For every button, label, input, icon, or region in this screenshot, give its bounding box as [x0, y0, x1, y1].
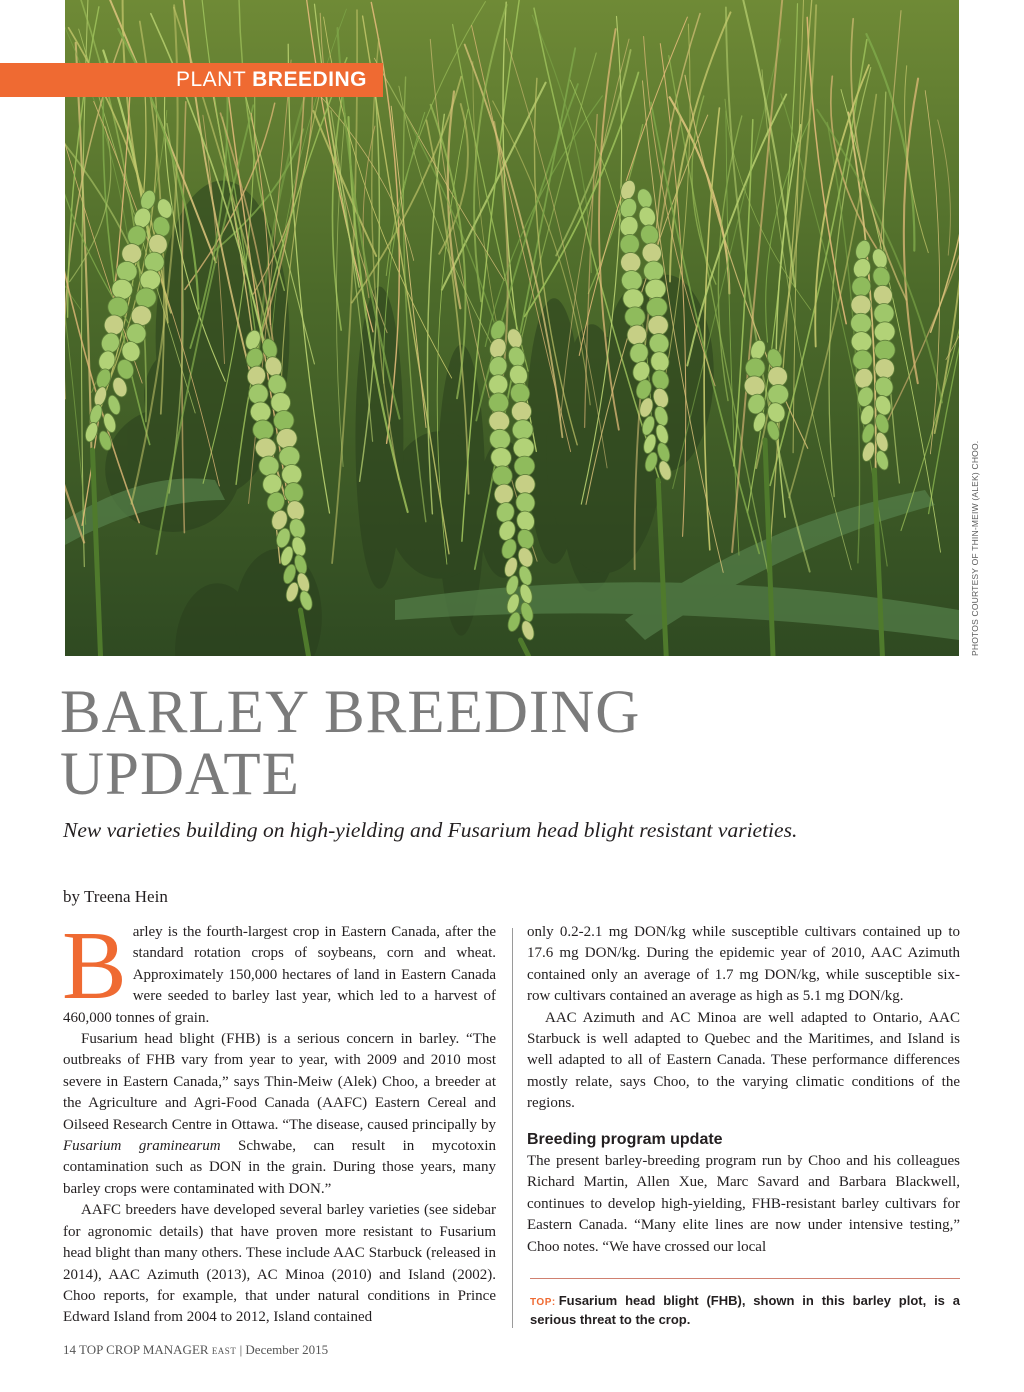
column-divider	[512, 928, 513, 1328]
paragraph-6: The present barley-breeding program run by Choo and his colleagues Richard Martin, Allen Xue, Marc Savard and Barbara Blackwell, continues to develop high-yielding, FHB-resistant barley cultivars for Eastern Canada. “Many elite lines are now under intensive testing,” Choo notes. “We have crossed our local	[527, 1153, 960, 1255]
headline	[60, 679, 641, 808]
photo-caption	[530, 1278, 960, 1328]
paragraph-2-text-b: Schwabe, can result in mycotoxin contamination such as DON in the grain. During those years, many barley crops were contaminated with DON.”	[63, 1138, 496, 1197]
paragraph-3: AAFC breeders have developed several barley varieties (see sidebar for agronomic details) that have proven more resistant to Fusarium head blight than many others. These include AAC Starbuck (released in 2014), AAC Azimuth (2013), AC Minoa (2010) and Island (2002). Choo reports, for example, that under natural conditions in Prince Edward Island from 2004 to 2012, Island contained	[63, 1202, 496, 1326]
paragraph-2	[63, 1029, 496, 1200]
issue-date: December 2015	[245, 1342, 329, 1357]
page-footer	[63, 1342, 328, 1358]
byline: by Treena Hein	[63, 887, 168, 906]
paragraph-1	[62, 912, 496, 1029]
section-tag-bold: BREEDING	[252, 68, 367, 91]
drop-cap: B	[62, 912, 127, 1019]
magazine-edition: EAST	[211, 1346, 237, 1356]
caption-label: TOP:	[530, 1297, 556, 1308]
magazine-name: TOP CROP MANAGER	[79, 1342, 209, 1357]
footer-separator: |	[239, 1342, 243, 1357]
paragraph-2-text-a: Fusarium head blight (FHB) is a serious concern in barley. “The outbreaks of FHB vary from year to year, with 2009 and 2010 most severe in Eastern Canada,” says Thin-Meiw (Alek) Choo, a breeder at the Agriculture and Agri-Food Canada (AAFC) Eastern Cereal and Oilseed Research Centre in Ottawa. “The disease, caused principally by	[63, 1031, 496, 1133]
photo-credit: PHOTOS COURTESY OF THIN-MEIW (ALEK) CHOO.	[970, 440, 980, 656]
column-right	[527, 922, 960, 1258]
caption-text: Fusarium head blight (FHB), shown in this barley plot, is a serious threat to the crop.	[530, 1293, 960, 1327]
section-tag	[0, 63, 383, 97]
barley-field-photo	[65, 0, 959, 656]
subhead: Breeding program update	[527, 1130, 723, 1148]
deck: New varieties building on high-yielding and Fusarium head blight resistant varieties.	[63, 818, 798, 842]
paragraph-5: AAC Azimuth and AC Minoa are well adapted to Ontario, AAC Starbuck is well adapted to Quebec and the Maritimes, and Island is well adapted to all of Eastern Canada. These performance differences mostly relate, says Choo, to the varying climatic conditions of the regions.	[527, 1009, 960, 1112]
headline-line-1: BARLEY BREEDING	[60, 679, 641, 746]
headline-line-2: UPDATE	[60, 741, 300, 808]
paragraph-1-text: arley is the fourth-largest crop in Eastern Canada, after the standard rotation crops of soybeans, corn and wheat. Approximately 150,000 hectares of land in Eastern Canada were seeded to barley last year, which led to a harvest of 460,000 tonnes of grain.	[63, 924, 496, 1026]
section-tag-light: PLANT	[175, 68, 246, 91]
page-number: 14	[63, 1342, 76, 1357]
species-name: Fusarium graminearum	[63, 1138, 221, 1155]
column-left	[62, 912, 496, 1329]
paragraph-4: only 0.2-2.1 mg DON/kg while susceptible cultivars contained up to 17.6 mg DON/kg. During the epidemic year of 2010, AAC Azimuth contained only an average of 1.7 mg DON/kg, while susceptible six-row cultivars contained an average as high as 5.1 mg DON/kg.	[527, 924, 960, 1005]
